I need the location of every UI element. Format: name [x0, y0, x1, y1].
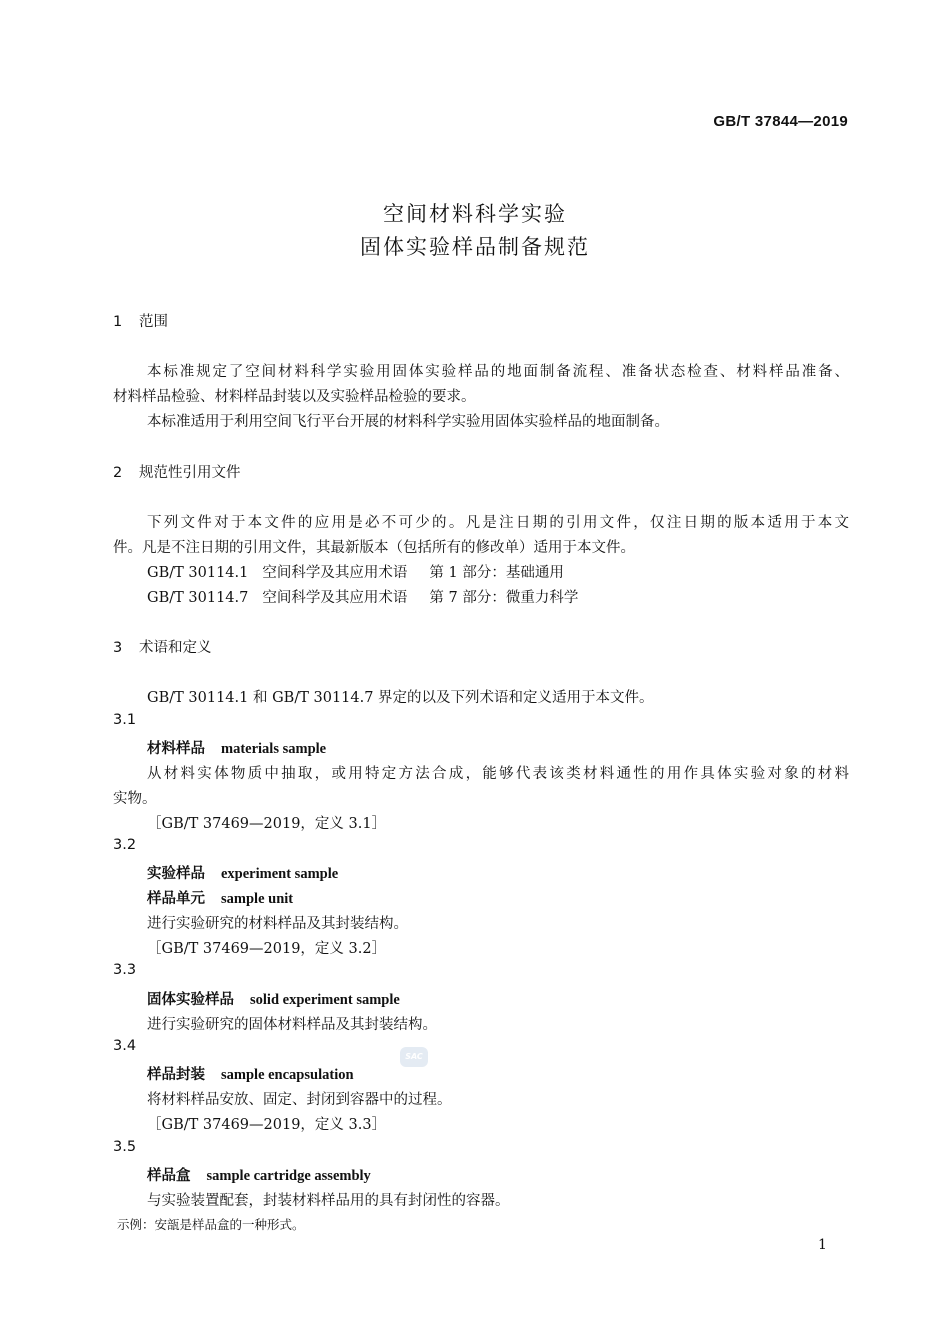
term-3-3-number: 3.3	[113, 962, 137, 978]
term-3-2-title	[147, 862, 338, 883]
term-3-3-definition: 进行实验研究的固体材料样品及其封装结构。	[147, 1017, 437, 1033]
term-english: sample cartridge assembly	[206, 1168, 371, 1184]
term-chinese: 实验样品	[147, 866, 205, 882]
section-number: 3	[113, 640, 123, 656]
term-3-2-definition: 进行实验研究的材料样品及其封装结构。	[147, 916, 408, 932]
term-chinese: 样品单元	[147, 891, 205, 907]
term-3-5-number: 3.5	[113, 1139, 137, 1155]
reference-part: 第 1 部分：基础通用	[429, 565, 564, 581]
term-3-4-title	[147, 1063, 354, 1084]
term-3-4-source: ［GB/T 37469—2019，定义 3.3］	[147, 1117, 387, 1133]
term-3-1-source: ［GB/T 37469—2019，定义 3.1］	[147, 816, 387, 832]
term-chinese: 样品盒	[147, 1168, 191, 1184]
section-2-heading	[113, 461, 241, 482]
reference-name: 空间科学及其应用术语	[262, 565, 408, 581]
document-title-line-2: 固体实验样品制备规范	[360, 235, 590, 259]
document-title-line-1: 空间材料科学实验	[383, 202, 567, 226]
section-2-paragraph-line-2: 件。凡是不注日期的引用文件，其最新版本（包括所有的修改单）适用于本文件。	[113, 540, 635, 556]
section-2-paragraph-line-1: 下列文件对于本文件的应用是必不可少的。凡是注日期的引用文件，仅注日期的版本适用于本文	[147, 515, 849, 531]
term-english: sample unit	[221, 891, 294, 907]
reference-part: 第 7 部分：微重力科学	[429, 590, 579, 606]
term-3-5-example	[117, 1215, 305, 1233]
term-3-5-title	[147, 1164, 371, 1185]
term-english: experiment sample	[221, 866, 339, 882]
reference-name: 空间科学及其应用术语	[262, 590, 408, 606]
section-3-intro: GB/T 30114.1 和 GB/T 30114.7 界定的以及下列术语和定义适用于本文件。	[147, 690, 654, 706]
section-1-paragraph-1-line-2: 材料样品检验、材料样品封装以及实验样品检验的要求。	[113, 389, 476, 405]
section-3-heading	[113, 636, 212, 657]
term-3-2-source: ［GB/T 37469—2019，定义 3.2］	[147, 941, 387, 957]
reference-code: GB/T 30114.7	[147, 590, 249, 606]
term-3-1-definition-line-2: 实物。	[113, 791, 157, 807]
term-english: materials sample	[221, 741, 327, 757]
section-title: 规范性引用文件	[139, 465, 241, 481]
standard-number: GB/T 37844—2019	[713, 113, 848, 130]
term-3-2-synonym	[147, 887, 293, 908]
section-1-paragraph-2: 本标准适用于利用空间飞行平台开展的材料科学实验用固体实验样品的地面制备。	[147, 414, 669, 430]
term-3-3-title	[147, 988, 400, 1009]
term-english: sample encapsulation	[221, 1067, 354, 1083]
term-english: solid experiment sample	[250, 992, 400, 1008]
term-3-5-definition: 与实验装置配套，封装材料样品用的具有封闭性的容器。	[147, 1193, 510, 1209]
section-1-paragraph-1-line-1: 本标准规定了空间材料科学实验用固体实验样品的地面制备流程、准备状态检查、材料样品准备、	[147, 364, 849, 380]
page-number: 1	[818, 1237, 827, 1253]
reference-code: GB/T 30114.1	[147, 565, 249, 581]
section-number: 1	[113, 314, 123, 330]
term-chinese: 固体实验样品	[147, 992, 234, 1008]
term-3-2-number: 3.2	[113, 837, 137, 853]
term-3-1-definition-line-1: 从材料实体物质中抽取，或用特定方法合成，能够代表该类材料通性的用作具体实验对象的材料	[147, 766, 849, 782]
term-chinese: 材料样品	[147, 741, 205, 757]
term-3-4-number: 3.4	[113, 1038, 137, 1054]
reference-2	[147, 586, 578, 607]
section-number: 2	[113, 465, 123, 481]
example-text: 安瓿是样品盒的一种形式。	[154, 1217, 305, 1232]
section-1-heading	[113, 310, 168, 331]
sac-watermark-logo: SAC	[400, 1047, 428, 1067]
example-label: 示例：	[117, 1217, 155, 1232]
term-3-1-title	[147, 737, 326, 758]
term-3-1-number: 3.1	[113, 712, 137, 728]
reference-1	[147, 561, 564, 582]
term-3-4-definition: 将材料样品安放、固定、封闭到容器中的过程。	[147, 1092, 452, 1108]
section-title: 术语和定义	[139, 640, 212, 656]
term-chinese: 样品封装	[147, 1067, 205, 1083]
section-title: 范围	[139, 314, 168, 330]
